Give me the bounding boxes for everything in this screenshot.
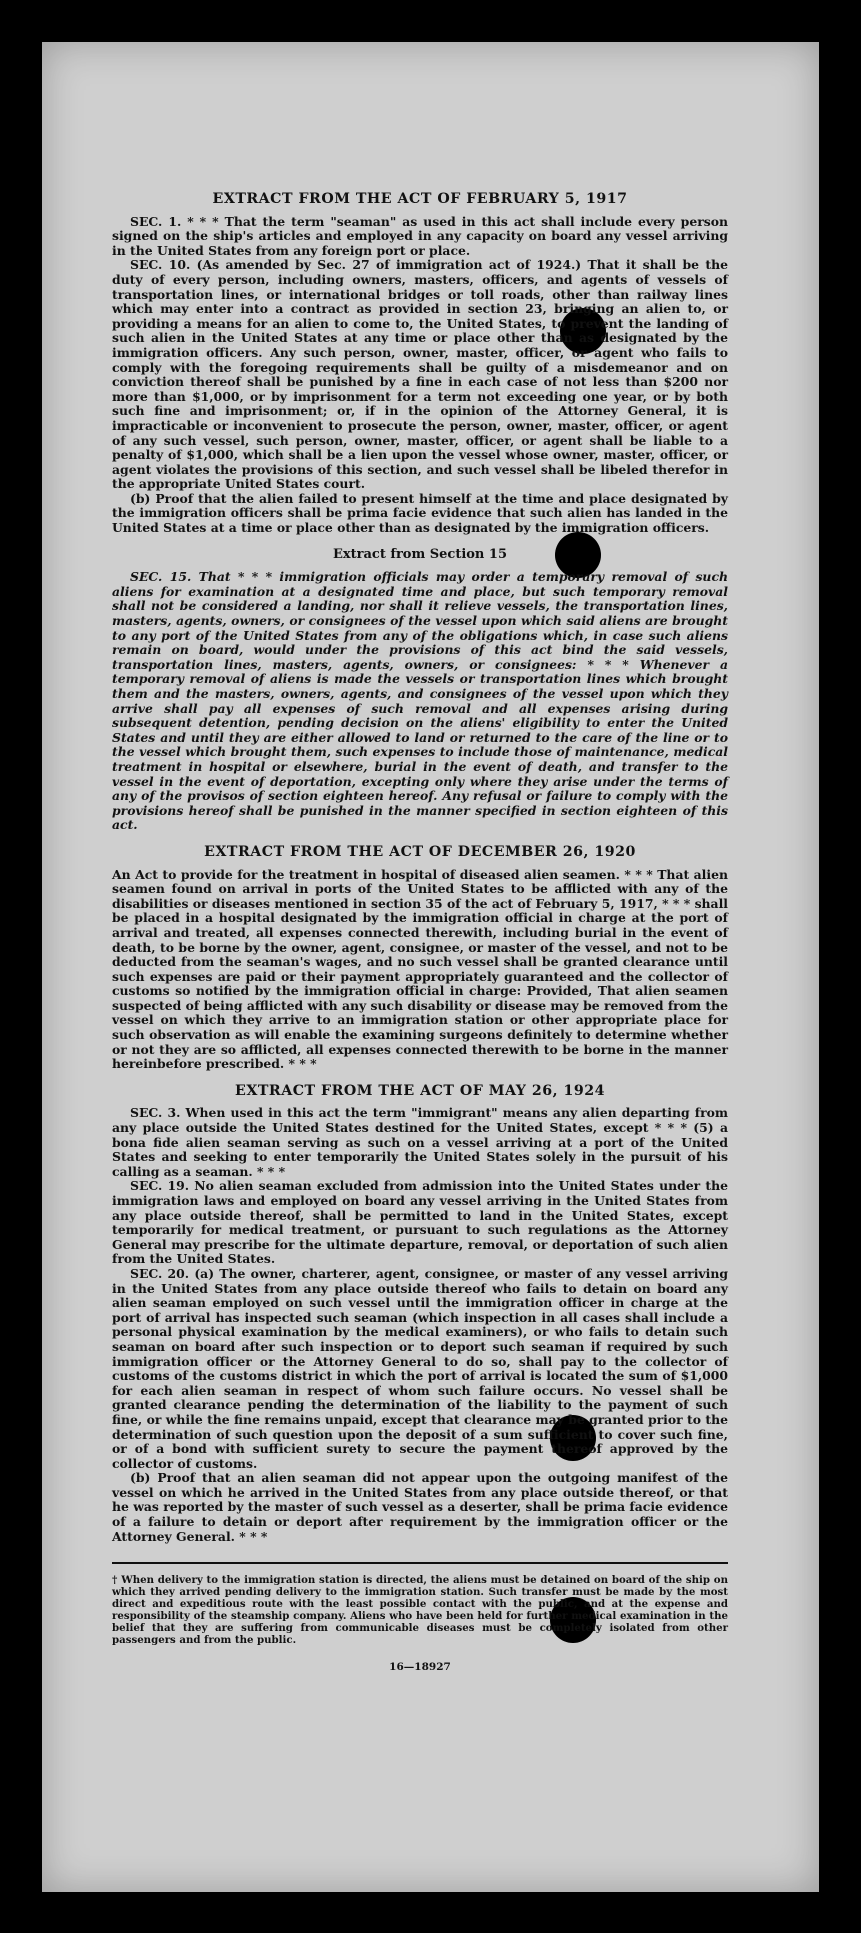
paragraph-sec-10-b: (b) Proof that the alien failed to present himself at the time and place designated by the immigration officers shall be prima facie evidence that such alien has landed in the United States at a time or place other than as designated by the immigration officers.: [112, 490, 728, 536]
paragraph-sec-20-b: (b) Proof that an alien seaman did not appear upon the outgoing manifest of the vessel on which he arrived in the United States from any place outside thereof, or that he was reported by the master of such vessel as a deserter, shall be prima facie evidence of a failure to detain or deport after requirement by the immigration officer or the Attorney General. * * *: [112, 1470, 728, 1544]
paragraph-sec-3: SEC. 3. When used in this act the term "immigrant" means any alien departing from any place outside the United States destined for the United States, except * * * (5) a bona fide alien seaman serving as such on a vessel arriving at a port of the United States and seeking to enter temporarily the United States solely in the pursuit of his calling as a seaman. * * *: [112, 1105, 728, 1179]
footnote-rule: [112, 1562, 728, 1564]
heading-act-1920: EXTRACT FROM THE ACT OF DECEMBER 26, 1920: [204, 843, 636, 860]
form-number: 16—18927: [389, 1661, 451, 1674]
paragraph-sec-20-a: SEC. 20. (a) The owner, charterer, agent, consignee, or master of any vessel arriving in the United States from any place outside thereof who fails to detain on board any alien seaman employed on such vessel until the immigration officer in charge at the port of arrival has inspected such seaman (which inspection in all cases shall include a personal physical examination by the medical examiners), or who fails to detain such seaman on board after such inspection or to deport such seaman if required by such immigration officer or the Attorney General to do so, shall pay to the collector of customs of the customs district in which the port of arrival is located the sum of $1,000 for each alien seaman in respect of whom such failure occurs. No vessel shall be granted clearance pending the determination of the liability to the payment of such fine, or while the fine remains unpaid, except that clearance may be granted prior to the determination of such question upon the deposit of a sum sufficient to cover such fine, or of a bond with sufficient surety to secure the payment thereof approved by the collector of customs.: [112, 1265, 728, 1471]
subheading-section-15: Extract from Section 15: [332, 546, 508, 562]
heading-act-1917: EXTRACT FROM THE ACT OF FEBRUARY 5, 1917: [212, 191, 628, 207]
document-text: [112, 180, 728, 1675]
paragraph-sec-15: SEC. 15. That * * * immigration officials may order a temporary removal of such aliens for examination at a designated time and place, but such temporary removal shall not be considered a landing, nor shall it relieve vessels, the transportation lines, masters, agents, owners, or consignees of the vessel upon which said aliens are brought to any port of the United States from any of the obligations which, in case such aliens remain on board, would under the provisions of this act bind the said vessels, transportation lines, masters, agents, owners, or consignees: * * * Whenever a temporary removal of aliens is made the vessels or transportation lines which brought them and the masters, owners, agents, and consignees of the vessel upon which they arrive shall pay all expenses of such removal and all expenses arising during subsequent detention, pending decision on the aliens' eligibility to enter the United States and until they are either allowed to land or returned to the care of the line or to the vessel which brought them, such expenses to include those of maintenance, medical treatment in hospital or elsewhere, burial in the event of death, and transfer to the vessel in the event of deportation, excepting only where they arise under the terms of any of the provisos of section eighteen hereof. Any refusal or failure to comply with the provisions hereof shall be punished in the manner specified in section eighteen of this act.: [112, 569, 728, 833]
paragraph-act-1920: An Act to provide for the treatment in hospital of diseased alien seamen. * * * That alien seamen found on arrival in ports of the United States to be afflicted with any of the disabilities or diseases mentioned in section 35 of the act of February 5, 1917, * * * shall be placed in a hospital designated by the immigration official in charge at the port of arrival and treated, all expenses connected therewith, including burial in the event of death, to be borne by the owner, agent, consignee, or master of the vessel, and not to be deducted from the seaman's wages, and no such vessel shall be granted clearance until such expenses are paid or their payment appropriately guaranteed and the collector of customs so notified by the immigration official in charge: Provided, That alien seamen suspected of being afflicted with any such disability or disease may be removed from the vessel on which they arrive to an immigration station or other appropriate place for such observation as will enable the examining surgeons definitely to determine whether or not they are so afflicted, all expenses connected therewith to be borne in the manner hereinbefore prescribed. * * *: [112, 866, 728, 1072]
paragraph-sec-19: SEC. 19. No alien seaman excluded from admission into the United States under the immigration laws and employed on board any vessel arriving in the United States from any place outside thereof, shall be permitted to land in the United States, except temporarily for medical treatment, or pursuant to such regulations as the Attorney General may prescribe for the ultimate departure, removal, or deportation of such alien from the United States.: [112, 1178, 728, 1267]
heading-act-1924: EXTRACT FROM THE ACT OF MAY 26, 1924: [235, 1082, 605, 1099]
paragraph-sec-1: SEC. 1. * * * That the term "seaman" as used in this act shall include every person signed on the ship's articles and employed in any capacity on board any vessel arriving in the United States from any foreign port or place.: [112, 213, 728, 258]
paragraph-sec-10: SEC. 10. (As amended by Sec. 27 of immigration act of 1924.) That it shall be the duty of every person, including owners, masters, officers, and agents of vessels of transportation lines, or international bridges or toll roads, other than railway lines which may enter into a contract as provided in section 23, bringing an alien to, or providing a means for an alien to come to, the United States, to prevent the landing of such alien in the United States at any time or place other than as designated by the immigration officers. Any such person, owner, master, officer, or agent who fails to comply with the foregoing requirements shall be guilty of a misdemeanor and on conviction thereof shall be punished by a fine in each case of not less than $200 nor more than $1,000, or by imprisonment for a term not exceeding one year, or by both such fine and imprisonment; or, if in the opinion of the Attorney General, it is impracticable or inconvenient to prosecute the person, owner, master, officer, or agent of any such vessel, such person, owner, master, officer, or agent shall be liable to a penalty of $1,000, which shall be a lien upon the vessel whose owner, master, officer, or agent violates the provisions of this section, and such vessel shall be libeled therefor in the appropriate United States court.: [112, 257, 728, 492]
footnote: † When delivery to the immigration station is directed, the aliens must be detained on board of the ship on which they arrived pending delivery to the immigration station. Such transfer must be made by the most direct and expeditious route with the least possible contact with the public, and at the expense and responsibility of the steamship company. Aliens who have been held for further medical examination in the belief that they are suffering from communicable diseases must be completely isolated from other passengers and from the public.: [112, 1574, 728, 1647]
